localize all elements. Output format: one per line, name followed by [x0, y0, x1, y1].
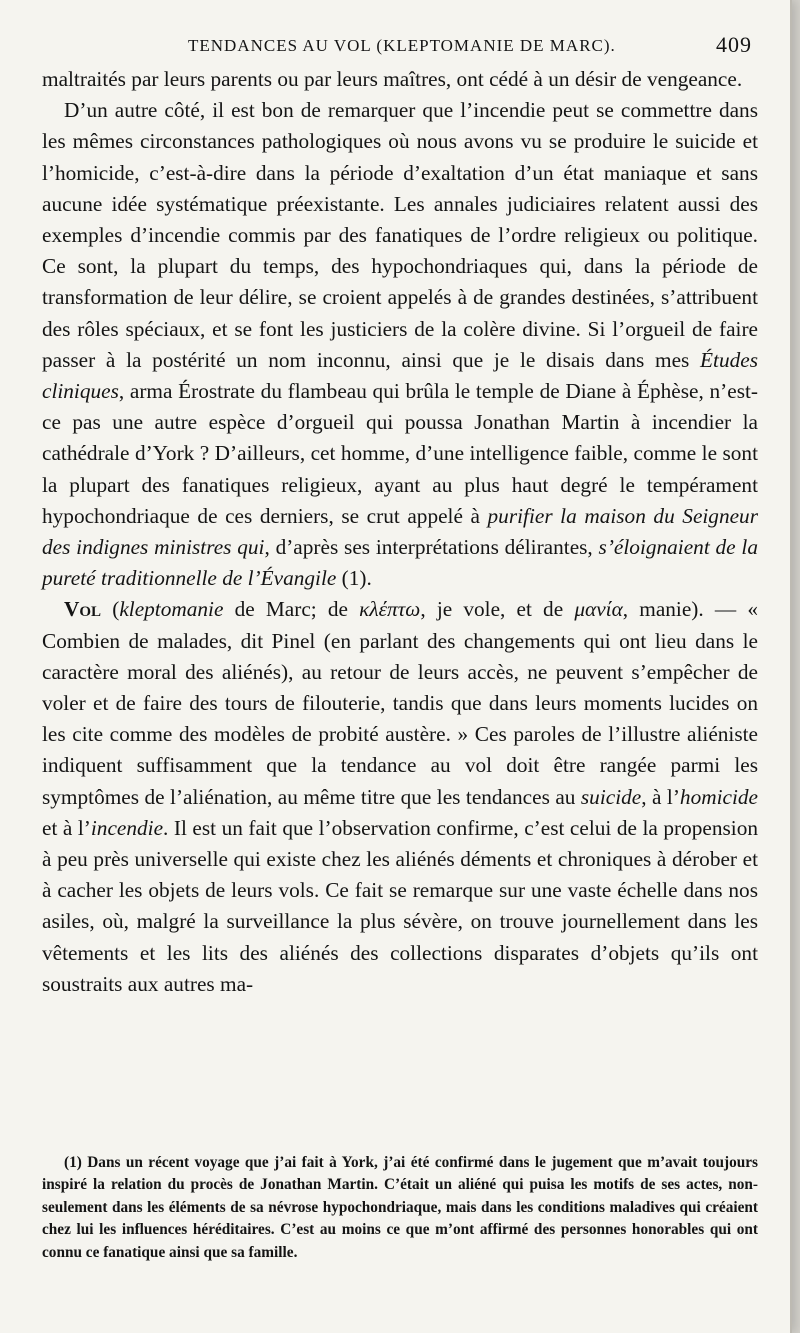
quoted-phrase: s’éloignaient de la pureté traditionnelle de l’Évangile [42, 535, 758, 591]
greek-word: κλέπτω [359, 597, 421, 622]
paragraph-1: maltraités par leurs parents ou par leurs maîtres, ont cédé à un désir de vengeance. [42, 67, 743, 91]
paragraph-2: D’un autre côté, il est bon de remarquer que l’incendie peut se commettre dans les mêmes circonstances pathologiques où nous avons vu se produire le suicide et l’homicide, c’est-à-dire dans la période d’exaltation d’un état maniaque et sans aucune idée systématique préexistante. Les annales judiciaires relatent aussi des exemples d’incendie commis par des fanatiques de l’ordre religieux ou politique. Ce sont, la plupart du temps, des hypochondriaques qui, dans la période de transformation de leur délire, se croient appelés à de grandes destinées, s’attribuent des rôles spéciaux, et se font les justiciers de la colère divine. Si l’orgueil de faire passer à la postérité un nom inconnu, ainsi que je le disais dans mes Études cliniques, arma Érostrate du flambeau qui brûla le temple de Diane à Éphèse, n’est-ce pas une autre espèce d’orgueil qui poussa Jonathan Martin à incendier la cathédrale d’York ? D’ailleurs, cet homme, d’une intelligence faible, comme le sont la plupart des fanatiques religieux, ayant au plus haut degré le tempérament hypochondriaque de ces derniers, se crut appelé à purifier la maison du Seigneur des indignes ministres qui, d’après ses interprétations délirantes, s’éloignaient de la pureté traditionnelle de l’Évangile (1). [42, 98, 758, 591]
greek-word: μανία [574, 597, 623, 622]
footnote-1: (1) Dans un récent voyage que j’ai fait à York, j’ai été confirmé dans le jugement que m’avait toujours inspiré la relation du procès de Jonathan Martin. C’était un aliéné qui puisa les motifs de ses actes, non-seulement dans les éléments de sa névrose hypochondriaque, mais dans les conditions maladives qui créaient chez lui les influences héréditaires. C’est au moins ce que m’ont affirmé des personnes honorables qui ont connu ce fanatique ainsi que sa famille. [42, 1154, 758, 1261]
quoted-phrase: purifier la maison du Seigneur des indignes ministres qui [42, 503, 758, 560]
section-lead: Vol [64, 597, 102, 622]
running-header [38, 32, 752, 62]
footnote-ref: (1). [336, 566, 372, 591]
paragraph-3: Vol (kleptomanie de Marc; de κλέπτω, je vole, et de μανία, manie). — « Combien de malades, dit Pinel (en parlant des changements qui ont lieu dans le caractère moral des aliénés), au retour de leurs accès, ne peuvent s’empêcher de voler et de faire des tours de filouterie, tandis que dans leurs moments lucides on les cite comme des modèles de probité austère. » Ces paroles de l’illustre aliéniste indiquent suffisamment que la tendance au vol doit être rangée parmi les symptômes de l’aliénation, au même titre que les tendances au suicide, à l’homicide et à l’incendie. Il est un fait que l’observation confirme, c’est celui de la propension à peu près universelle qui existe chez les aliénés déments et chroniques à dérober et à cacher les objets de leurs vols. Ce fait se remarque sur une vaste échelle dans nos asiles, où, malgré la surveillance la plus sévère, on trouve journellement dans les vêtements et les lits des aliénés des collections disparates d’objets qu’ils ont soustraits aux autres ma- [42, 597, 758, 996]
term: suicide [580, 784, 642, 809]
main-text [42, 64, 758, 1000]
footnotes [42, 1152, 758, 1264]
book-title: Études cliniques [42, 347, 758, 404]
page-number: 409 [716, 32, 752, 57]
term: incendie [90, 815, 164, 840]
term: kleptomanie [119, 597, 224, 622]
term: homicide [679, 784, 758, 809]
running-title: TENDANCES AU VOL (KLEPTOMANIE DE MARC). [188, 36, 616, 55]
